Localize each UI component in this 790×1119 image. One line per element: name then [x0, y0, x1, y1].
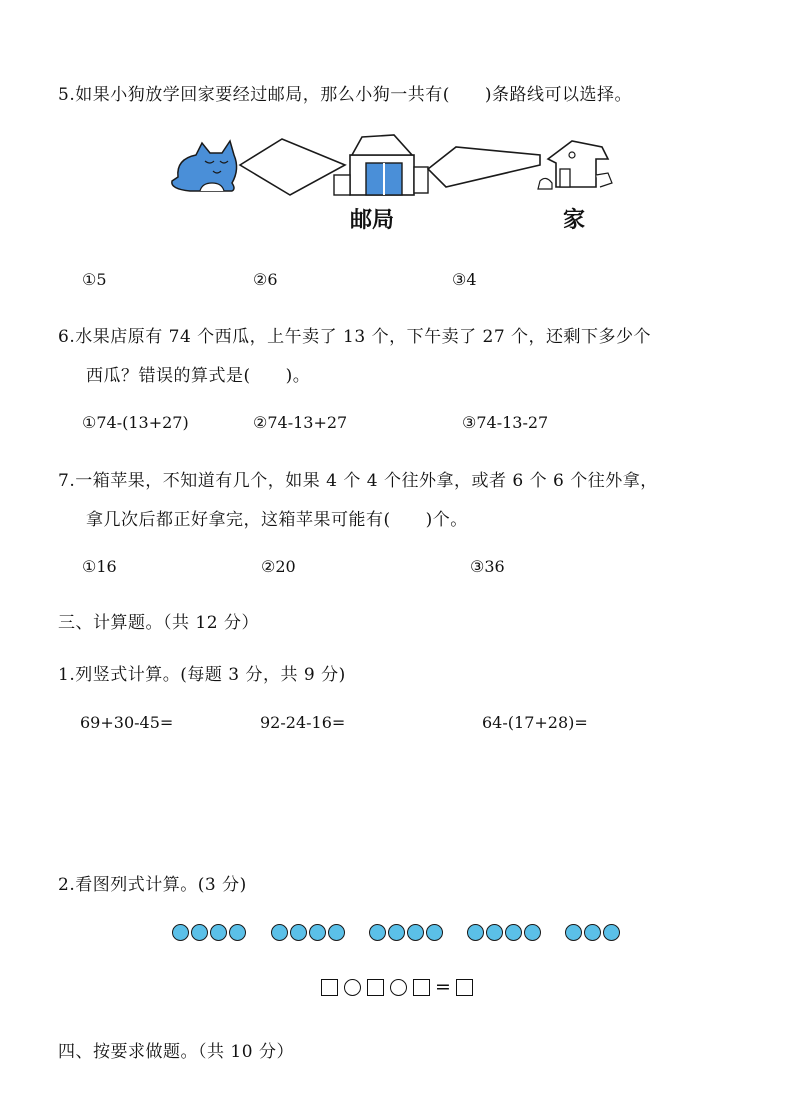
q7-text-line1: 7.一箱苹果，不知道有几个，如果 4 个 4 个往外拿，或者 6 个 6 个往外拿，: [58, 471, 658, 491]
answer-box[interactable]: [413, 979, 430, 996]
dot-group: [565, 924, 622, 944]
q6-text-line1: 6.水果店原有 74 个西瓜，上午卖了 13 个，下午卖了 27 个，还剩下多少个: [58, 327, 652, 347]
section3-sub1: 1.列竖式计算。(每题 3 分，共 9 分): [58, 665, 346, 685]
house-icon: [538, 141, 612, 189]
operator-circle[interactable]: [390, 979, 407, 996]
dot: [426, 924, 443, 941]
dot: [505, 924, 522, 941]
route-post-to-home: [428, 147, 540, 187]
q5-option-1: ①5: [82, 270, 107, 289]
dot: [407, 924, 424, 941]
dot: [271, 924, 288, 941]
q7-option-1: ①16: [82, 557, 117, 576]
equation-3: 64-(17+28)=: [482, 713, 588, 732]
q5-text: 5.如果小狗放学回家要经过邮局，那么小狗一共有( )条路线可以选择。: [58, 85, 632, 105]
dot: [388, 924, 405, 941]
q7-option-3: ③36: [470, 557, 505, 576]
q5-option-2: ②6: [253, 270, 278, 289]
dot: [603, 924, 620, 941]
dot: [328, 924, 345, 941]
section3-sub2: 2.看图列式计算。(3 分): [58, 875, 247, 895]
dot: [210, 924, 227, 941]
q7-option-2: ②20: [261, 557, 296, 576]
dot: [486, 924, 503, 941]
dot: [369, 924, 386, 941]
section4-title: 四、按要求做题。（共 10 分）: [58, 1042, 294, 1062]
operator-circle[interactable]: [344, 979, 361, 996]
answer-box[interactable]: [456, 979, 473, 996]
dot: [467, 924, 484, 941]
q6-text-line2: 西瓜？错误的算式是( )。: [86, 366, 311, 386]
equation-2: 92-24-16=: [260, 713, 346, 732]
answer-box[interactable]: [367, 979, 384, 996]
q6-option-2: ②74-13+27: [253, 413, 348, 432]
dot: [565, 924, 582, 941]
dot-group: [369, 924, 445, 944]
dot: [290, 924, 307, 941]
dot-group: [172, 924, 248, 944]
q6-option-1: ①74-(13+27): [82, 413, 189, 432]
route-diagram: [0, 125, 790, 325]
dot: [584, 924, 601, 941]
dot: [172, 924, 189, 941]
section3-title: 三、计算题。（共 12 分）: [58, 613, 259, 633]
q7-text-line2: 拿几次后都正好拿完，这箱苹果可能有( )个。: [86, 510, 468, 530]
dog-icon: [172, 141, 237, 191]
dot: [191, 924, 208, 941]
post-office-label: 邮局: [350, 208, 395, 233]
post-office-icon: [334, 135, 428, 195]
home-label: 家: [563, 208, 586, 233]
answer-formula: [318, 976, 476, 998]
answer-box[interactable]: [321, 979, 338, 996]
dot: [229, 924, 246, 941]
dot: [524, 924, 541, 941]
dot: [309, 924, 326, 941]
route-dog-to-post: [240, 139, 345, 195]
dot-group: [467, 924, 543, 944]
equals-sign: =: [435, 976, 451, 998]
q5-option-3: ③4: [452, 270, 477, 289]
dot-group: [271, 924, 347, 944]
q6-option-3: ③74-13-27: [462, 413, 549, 432]
equation-1: 69+30-45=: [80, 713, 174, 732]
